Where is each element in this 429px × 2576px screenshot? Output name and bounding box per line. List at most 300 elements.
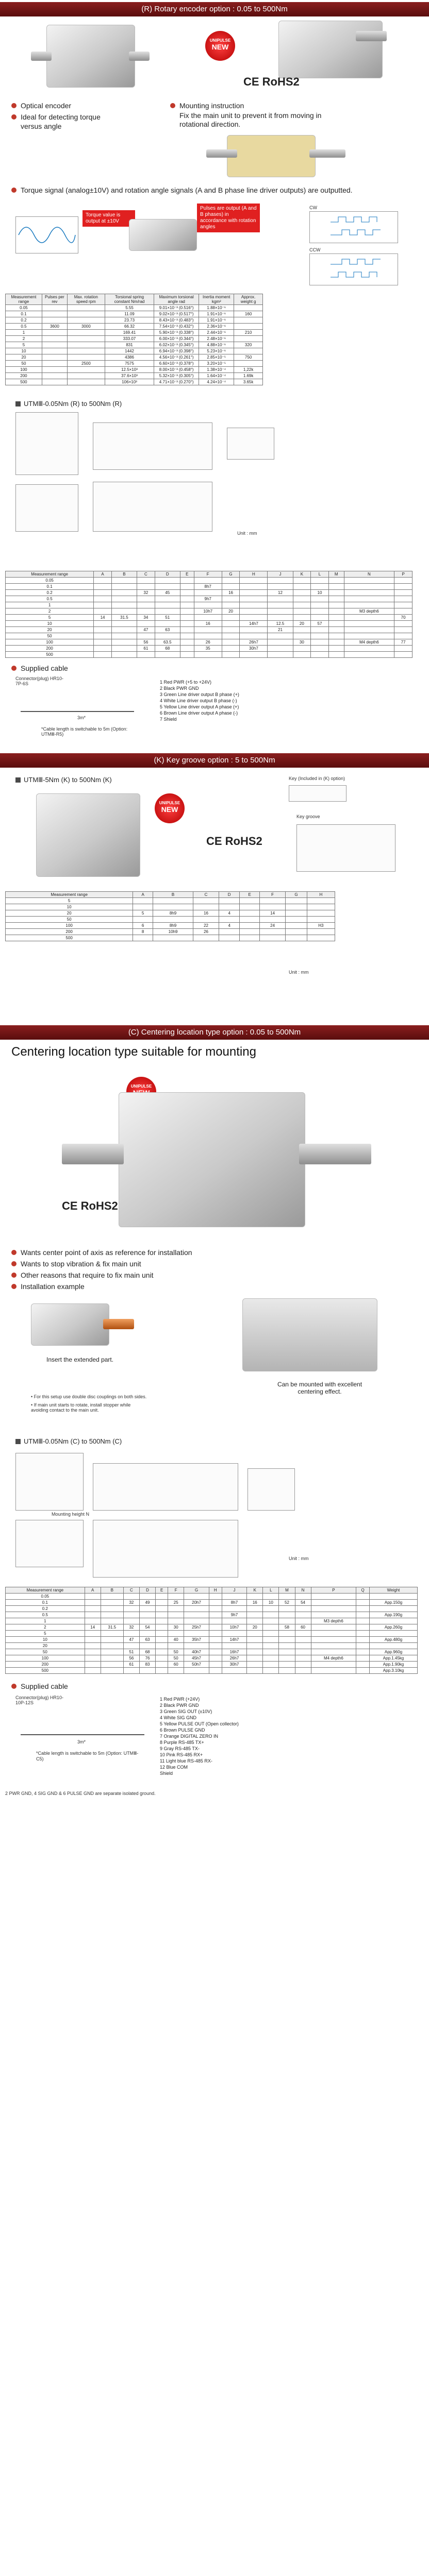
- table-cell: [295, 1594, 311, 1600]
- table-cell: [209, 1612, 222, 1618]
- table-cell: 0.5: [6, 1612, 85, 1618]
- table-cell: [209, 1594, 222, 1600]
- table-cell: [240, 584, 268, 590]
- table-cell: [279, 1643, 295, 1649]
- new-badge: UNIPULSE NEW: [205, 31, 235, 61]
- table-cell: [240, 602, 268, 608]
- table-cell: [139, 1643, 155, 1649]
- table-cell: [356, 1600, 370, 1606]
- table-cell: 5.23×10⁻⁶: [199, 348, 234, 354]
- table-header: A: [133, 892, 153, 898]
- table-cell: [168, 1668, 184, 1674]
- shaft-left: [31, 52, 52, 61]
- table-cell: [133, 898, 153, 904]
- table-cell: [209, 1655, 222, 1662]
- table-cell: [153, 935, 193, 941]
- table-cell: 37.6×10³: [105, 373, 154, 379]
- table-row: [6, 1624, 418, 1631]
- kg-table: [5, 891, 335, 941]
- table-cell: 54: [295, 1600, 311, 1606]
- table-cell: [356, 1649, 370, 1655]
- table-cell: [240, 910, 260, 917]
- table-cell: [279, 1618, 295, 1624]
- table-cell: 6.60×10⁻³ (0.378°): [154, 361, 199, 367]
- table-cell: [307, 935, 335, 941]
- table-cell: [328, 646, 344, 652]
- table-cell: [279, 1662, 295, 1668]
- table-header: D: [139, 1587, 155, 1594]
- table-cell: [286, 904, 307, 910]
- table-cell: 5.32×10⁻³ (0.305°): [154, 373, 199, 379]
- install-extended-part: [103, 1319, 134, 1329]
- table-cell: 0.1: [6, 311, 42, 317]
- table-cell: [139, 1594, 155, 1600]
- table-cell: [155, 584, 180, 590]
- table-cell: [311, 596, 329, 602]
- table-cell: [209, 1618, 222, 1624]
- table-cell: [293, 590, 311, 596]
- cw-pulse-diagram: [309, 211, 398, 243]
- table-header: A: [85, 1587, 101, 1594]
- series-title-r: UTMⅢ-0.05Nm (R) to 500Nm (R): [15, 400, 122, 408]
- keygroove-photo: [36, 793, 140, 877]
- table-cell: [247, 1606, 263, 1612]
- table-cell: 30: [293, 639, 311, 646]
- table-cell: 16h7: [222, 1649, 246, 1655]
- table-cell: [279, 1655, 295, 1662]
- table-cell: [180, 602, 194, 608]
- table-cell: [193, 935, 219, 941]
- table-cell: [311, 652, 329, 658]
- table-cell: [234, 305, 263, 311]
- table-cell: [344, 584, 394, 590]
- table-cell: 2: [6, 608, 94, 615]
- table-cell: 500: [6, 1668, 85, 1674]
- table-cell: [67, 373, 105, 379]
- table-cell: 77: [394, 639, 412, 646]
- key-note: Key (Included in (K) option): [289, 776, 345, 781]
- table-cell: [184, 1668, 209, 1674]
- table-cell: 7575: [105, 361, 154, 367]
- table-cell: 32: [137, 590, 155, 596]
- table-cell: [137, 652, 155, 658]
- table-cell: [311, 608, 329, 615]
- table-row: [6, 379, 263, 385]
- table-cell: [101, 1643, 123, 1649]
- c-cable-drawing: [21, 1708, 144, 1735]
- table-cell: 3.65k: [234, 379, 263, 385]
- table-cell: [111, 621, 137, 627]
- table-cell: [153, 904, 193, 910]
- bullet-ideal-torque: Ideal for detecting torque versus angle: [11, 112, 113, 131]
- c-table: [5, 1587, 418, 1674]
- table-cell: [67, 342, 105, 348]
- c-footnote: 2 PWR GND, 4 SIG GND & 6 PULSE GND are separate isolated ground.: [5, 1791, 156, 1796]
- table-row: [6, 578, 412, 584]
- table-cell: [234, 336, 263, 342]
- table-cell: [295, 1606, 311, 1612]
- table-cell: [268, 652, 293, 658]
- table-cell: [137, 584, 155, 590]
- table-cell: 5: [6, 898, 133, 904]
- table-cell: 14h7: [240, 621, 268, 627]
- table-cell: [101, 1637, 123, 1643]
- table-cell: [111, 602, 137, 608]
- table-cell: [311, 1624, 356, 1631]
- table-cell: [328, 652, 344, 658]
- table-cell: 200: [6, 929, 133, 935]
- table-cell: 61: [137, 646, 155, 652]
- table-header: F: [260, 892, 286, 898]
- cable-legend-item: 1 Red PWR (+5 to +24V): [160, 680, 212, 685]
- table-cell: [344, 627, 394, 633]
- torque-box: Torque value is output at ±10V: [82, 210, 135, 227]
- table-cell: [263, 1612, 279, 1618]
- end-drawing: [227, 428, 274, 460]
- table-header: D: [155, 571, 180, 578]
- table-cell: [240, 578, 268, 584]
- table-cell: 54: [139, 1624, 155, 1631]
- table-cell: [180, 652, 194, 658]
- table-header: N: [344, 571, 394, 578]
- table-header: N: [295, 1587, 311, 1594]
- table-cell: [311, 602, 329, 608]
- table-cell: 21: [268, 627, 293, 633]
- table-cell: [356, 1618, 370, 1624]
- table-cell: 1.88×10⁻⁶: [199, 305, 234, 311]
- cable-legend-item: 3 Green Line driver output B phase (+): [160, 692, 239, 697]
- unit-label-r: Unit : mm: [237, 531, 257, 536]
- table-cell: [286, 898, 307, 904]
- table-cell: [222, 602, 240, 608]
- table-cell: [111, 633, 137, 639]
- table-cell: 500: [6, 379, 42, 385]
- table-cell: [268, 646, 293, 652]
- table-cell: [394, 627, 412, 633]
- table-cell: [293, 578, 311, 584]
- table-cell: [101, 1612, 123, 1618]
- table-header: P: [394, 571, 412, 578]
- table-row: [6, 1618, 418, 1624]
- table-cell: 34: [137, 615, 155, 621]
- table-cell: [311, 1600, 356, 1606]
- table-header: L: [263, 1587, 279, 1594]
- table-cell: [133, 935, 153, 941]
- rotary-product-photo: [46, 25, 135, 88]
- table-cell: [263, 1655, 279, 1662]
- table-row: [6, 602, 412, 608]
- table-cell: 45h7: [184, 1655, 209, 1662]
- cable-legend-item: 5 Yellow Line driver output A phase (+): [160, 704, 239, 709]
- table-row: [6, 1600, 418, 1606]
- table-cell: 50: [168, 1655, 184, 1662]
- table-row: [6, 354, 263, 361]
- table-cell: 26h7: [222, 1655, 246, 1662]
- mount-shaft-left: [206, 149, 237, 158]
- table-cell: 16: [194, 621, 222, 627]
- table-cell: [94, 621, 112, 627]
- table-cell: [209, 1643, 222, 1649]
- table-cell: [293, 646, 311, 652]
- table-cell: [219, 935, 240, 941]
- cable-legend-item: 8 Purple RS-485 TX+: [160, 1740, 204, 1745]
- dim-table-r: [5, 571, 412, 658]
- table-cell: [209, 1631, 222, 1637]
- unit-label-c: Unit : mm: [289, 1556, 309, 1561]
- table-cell: 50: [6, 633, 94, 639]
- table-header: E: [240, 892, 260, 898]
- cable-legend-item: 6 Brown Line driver output A phase (-): [160, 710, 238, 716]
- table-row: [6, 1655, 418, 1662]
- table-row: [6, 621, 412, 627]
- table-cell: 23.73: [105, 317, 154, 324]
- key-groove-drawing: [296, 824, 395, 872]
- table-cell: [263, 1662, 279, 1668]
- table-cell: 1442: [105, 348, 154, 354]
- table-cell: 14: [85, 1624, 101, 1631]
- table-cell: 1.69k: [234, 373, 263, 379]
- table-cell: [307, 917, 335, 923]
- table-cell: [137, 633, 155, 639]
- table-header: Measurement range: [6, 294, 42, 305]
- table-cell: [240, 590, 268, 596]
- table-cell: [268, 596, 293, 602]
- table-header: Approx. weight g: [234, 294, 263, 305]
- table-cell: 20: [247, 1624, 263, 1631]
- table-cell: 200: [6, 373, 42, 379]
- table-cell: 0.5: [6, 596, 94, 602]
- table-header: C: [193, 892, 219, 898]
- table-row: [6, 1668, 418, 1674]
- table-cell: [67, 330, 105, 336]
- cable-legend-r: [160, 679, 239, 722]
- table-cell: [328, 590, 344, 596]
- table-header: Torsional spring constant Nm/rad: [105, 294, 154, 305]
- table-row: [6, 917, 335, 923]
- table-cell: [247, 1631, 263, 1637]
- table-cell: 57: [311, 621, 329, 627]
- table-cell: [370, 1631, 418, 1637]
- table-cell: 10: [263, 1600, 279, 1606]
- table-cell: [222, 652, 240, 658]
- table-cell: [111, 584, 137, 590]
- table-cell: [222, 627, 240, 633]
- table-cell: 14: [94, 615, 112, 621]
- table-cell: 10: [311, 590, 329, 596]
- table-cell: [180, 627, 194, 633]
- table-cell: 1.91×10⁻⁶: [199, 317, 234, 324]
- table-cell: [307, 929, 335, 935]
- table-cell: 76: [139, 1655, 155, 1662]
- table-cell: [247, 1594, 263, 1600]
- table-cell: App.150g: [370, 1600, 418, 1606]
- table-cell: [42, 373, 67, 379]
- table-cell: 2: [6, 1624, 85, 1631]
- table-cell: 20: [293, 621, 311, 627]
- table-cell: [263, 1649, 279, 1655]
- table-cell: 16: [193, 910, 219, 917]
- cable-legend-item: 1 Red PWR (+24V): [160, 1697, 200, 1702]
- table-cell: [137, 596, 155, 602]
- table-cell: [311, 584, 329, 590]
- table-cell: 1,22k: [234, 367, 263, 373]
- table-cell: [219, 917, 240, 923]
- table-cell: 12: [268, 590, 293, 596]
- ccw-pulse-diagram: [309, 253, 398, 285]
- table-cell: 10: [6, 348, 42, 354]
- table-cell: [370, 1643, 418, 1649]
- table-header: A: [94, 571, 112, 578]
- table-cell: [328, 627, 344, 633]
- table-row: [6, 348, 263, 354]
- table-cell: [394, 608, 412, 615]
- centering-shaft-left: [62, 1144, 124, 1164]
- c-connector-drawing: [15, 1453, 84, 1511]
- table-header: L: [311, 571, 329, 578]
- table-cell: 49: [139, 1600, 155, 1606]
- table-cell: 12.5: [268, 621, 293, 627]
- table-cell: 60: [295, 1624, 311, 1631]
- table-row: [6, 935, 335, 941]
- supplied-cable-title: Supplied cable: [11, 664, 68, 673]
- table-cell: [111, 578, 137, 584]
- table-cell: [209, 1637, 222, 1643]
- table-header: B: [111, 571, 137, 578]
- table-row: [6, 361, 263, 367]
- cable-legend-item: 2 Black PWR GND: [160, 1703, 199, 1708]
- table-cell: [85, 1643, 101, 1649]
- table-cell: [344, 633, 394, 639]
- table-cell: [293, 633, 311, 639]
- table-cell: 6.02×10⁻³ (0.345°): [154, 342, 199, 348]
- table-cell: [394, 633, 412, 639]
- shaft-2: [356, 31, 387, 41]
- table-cell: [263, 1637, 279, 1643]
- table-cell: [394, 584, 412, 590]
- table-cell: [101, 1662, 123, 1668]
- table-cell: 0.2: [6, 590, 94, 596]
- table-cell: [101, 1655, 123, 1662]
- table-cell: 56: [123, 1655, 139, 1662]
- table-cell: 3600: [42, 324, 67, 330]
- table-cell: 40: [168, 1637, 184, 1643]
- table-cell: [85, 1649, 101, 1655]
- table-cell: [155, 621, 180, 627]
- table-cell: 8h7: [222, 1600, 246, 1606]
- table-cell: [295, 1655, 311, 1662]
- table-cell: [94, 578, 112, 584]
- table-header: Inertia moment kgm²: [199, 294, 234, 305]
- table-cell: [247, 1662, 263, 1668]
- table-cell: [67, 317, 105, 324]
- table-cell: [194, 578, 222, 584]
- table-cell: 5: [6, 342, 42, 348]
- table-header: F: [168, 1587, 184, 1594]
- table-cell: [123, 1594, 139, 1600]
- table-cell: [286, 935, 307, 941]
- cable-legend-item: 2 Black PWR GND: [160, 686, 199, 691]
- table-cell: [247, 1612, 263, 1618]
- table-cell: [247, 1655, 263, 1662]
- table-cell: 1.38×10⁻⁴: [199, 367, 234, 373]
- table-cell: [137, 578, 155, 584]
- table-cell: [155, 596, 180, 602]
- table-cell: [240, 904, 260, 910]
- table-cell: App.480g: [370, 1637, 418, 1643]
- table-row: [6, 898, 335, 904]
- table-row: [6, 1612, 418, 1618]
- table-cell: [222, 646, 240, 652]
- table-cell: [328, 578, 344, 584]
- table-cell: 26h7: [240, 639, 268, 646]
- table-cell: [311, 1649, 356, 1655]
- table-row: [6, 1649, 418, 1655]
- table-cell: 35h7: [184, 1637, 209, 1643]
- c-cable-length: 3m*: [77, 1739, 86, 1744]
- table-cell: [67, 348, 105, 354]
- note-2: • If main unit starts to rotate, install stopper while avoiding contact to the main unit.: [31, 1402, 131, 1413]
- table-cell: [247, 1643, 263, 1649]
- cable-legend-item: 9 Gray RS-485 TX-: [160, 1746, 200, 1751]
- table-cell: 51: [155, 615, 180, 621]
- table-cell: 5: [133, 910, 153, 917]
- table-cell: [311, 615, 329, 621]
- table-cell: [111, 646, 137, 652]
- table-cell: [180, 578, 194, 584]
- table-cell: [307, 910, 335, 917]
- table-cell: [279, 1606, 295, 1612]
- connector-drawing: [15, 412, 78, 475]
- table-cell: 3000: [67, 324, 105, 330]
- c-bullet-3: Other reasons that require to fix main unit: [11, 1270, 154, 1280]
- table-cell: 56: [137, 639, 155, 646]
- cable-legend-item: 4 White Line driver output B phase (-): [160, 698, 237, 703]
- table-cell: [344, 621, 394, 627]
- table-cell: App.1.45kg: [370, 1655, 418, 1662]
- table-cell: [394, 621, 412, 627]
- table-cell: [328, 596, 344, 602]
- table-cell: [344, 646, 394, 652]
- table-cell: 9h7: [222, 1612, 246, 1618]
- table-cell: [240, 596, 268, 602]
- cable-note: *Cable length is switchable to 5m (Option: UTMⅢ-R5): [41, 726, 128, 737]
- table-cell: [111, 590, 137, 596]
- table-cell: [156, 1643, 168, 1649]
- table-cell: [293, 615, 311, 621]
- table-row: [6, 1643, 418, 1649]
- table-cell: [311, 578, 329, 584]
- table-cell: 2.44×10⁻⁶: [199, 330, 234, 336]
- table-header: B: [153, 892, 193, 898]
- table-cell: [311, 633, 329, 639]
- table-cell: 47: [123, 1637, 139, 1643]
- table-row: [6, 373, 263, 379]
- table-cell: [139, 1618, 155, 1624]
- table-cell: [222, 639, 240, 646]
- table-cell: 66.32: [105, 324, 154, 330]
- cable-legend-item: 7 Orange DIGITAL ZERO IN: [160, 1734, 219, 1739]
- table-cell: [111, 596, 137, 602]
- table-cell: 8.43×10⁻³ (0.483°): [154, 317, 199, 324]
- table-cell: [240, 929, 260, 935]
- table-cell: 50h7: [184, 1662, 209, 1668]
- table-header: Measurement range: [6, 571, 94, 578]
- keygroove-banner: (K) Key groove option : 5 to 500Nm: [0, 753, 429, 768]
- spec-table: [5, 294, 263, 385]
- table-row: [6, 652, 412, 658]
- table-cell: [240, 627, 268, 633]
- table-cell: [42, 379, 67, 385]
